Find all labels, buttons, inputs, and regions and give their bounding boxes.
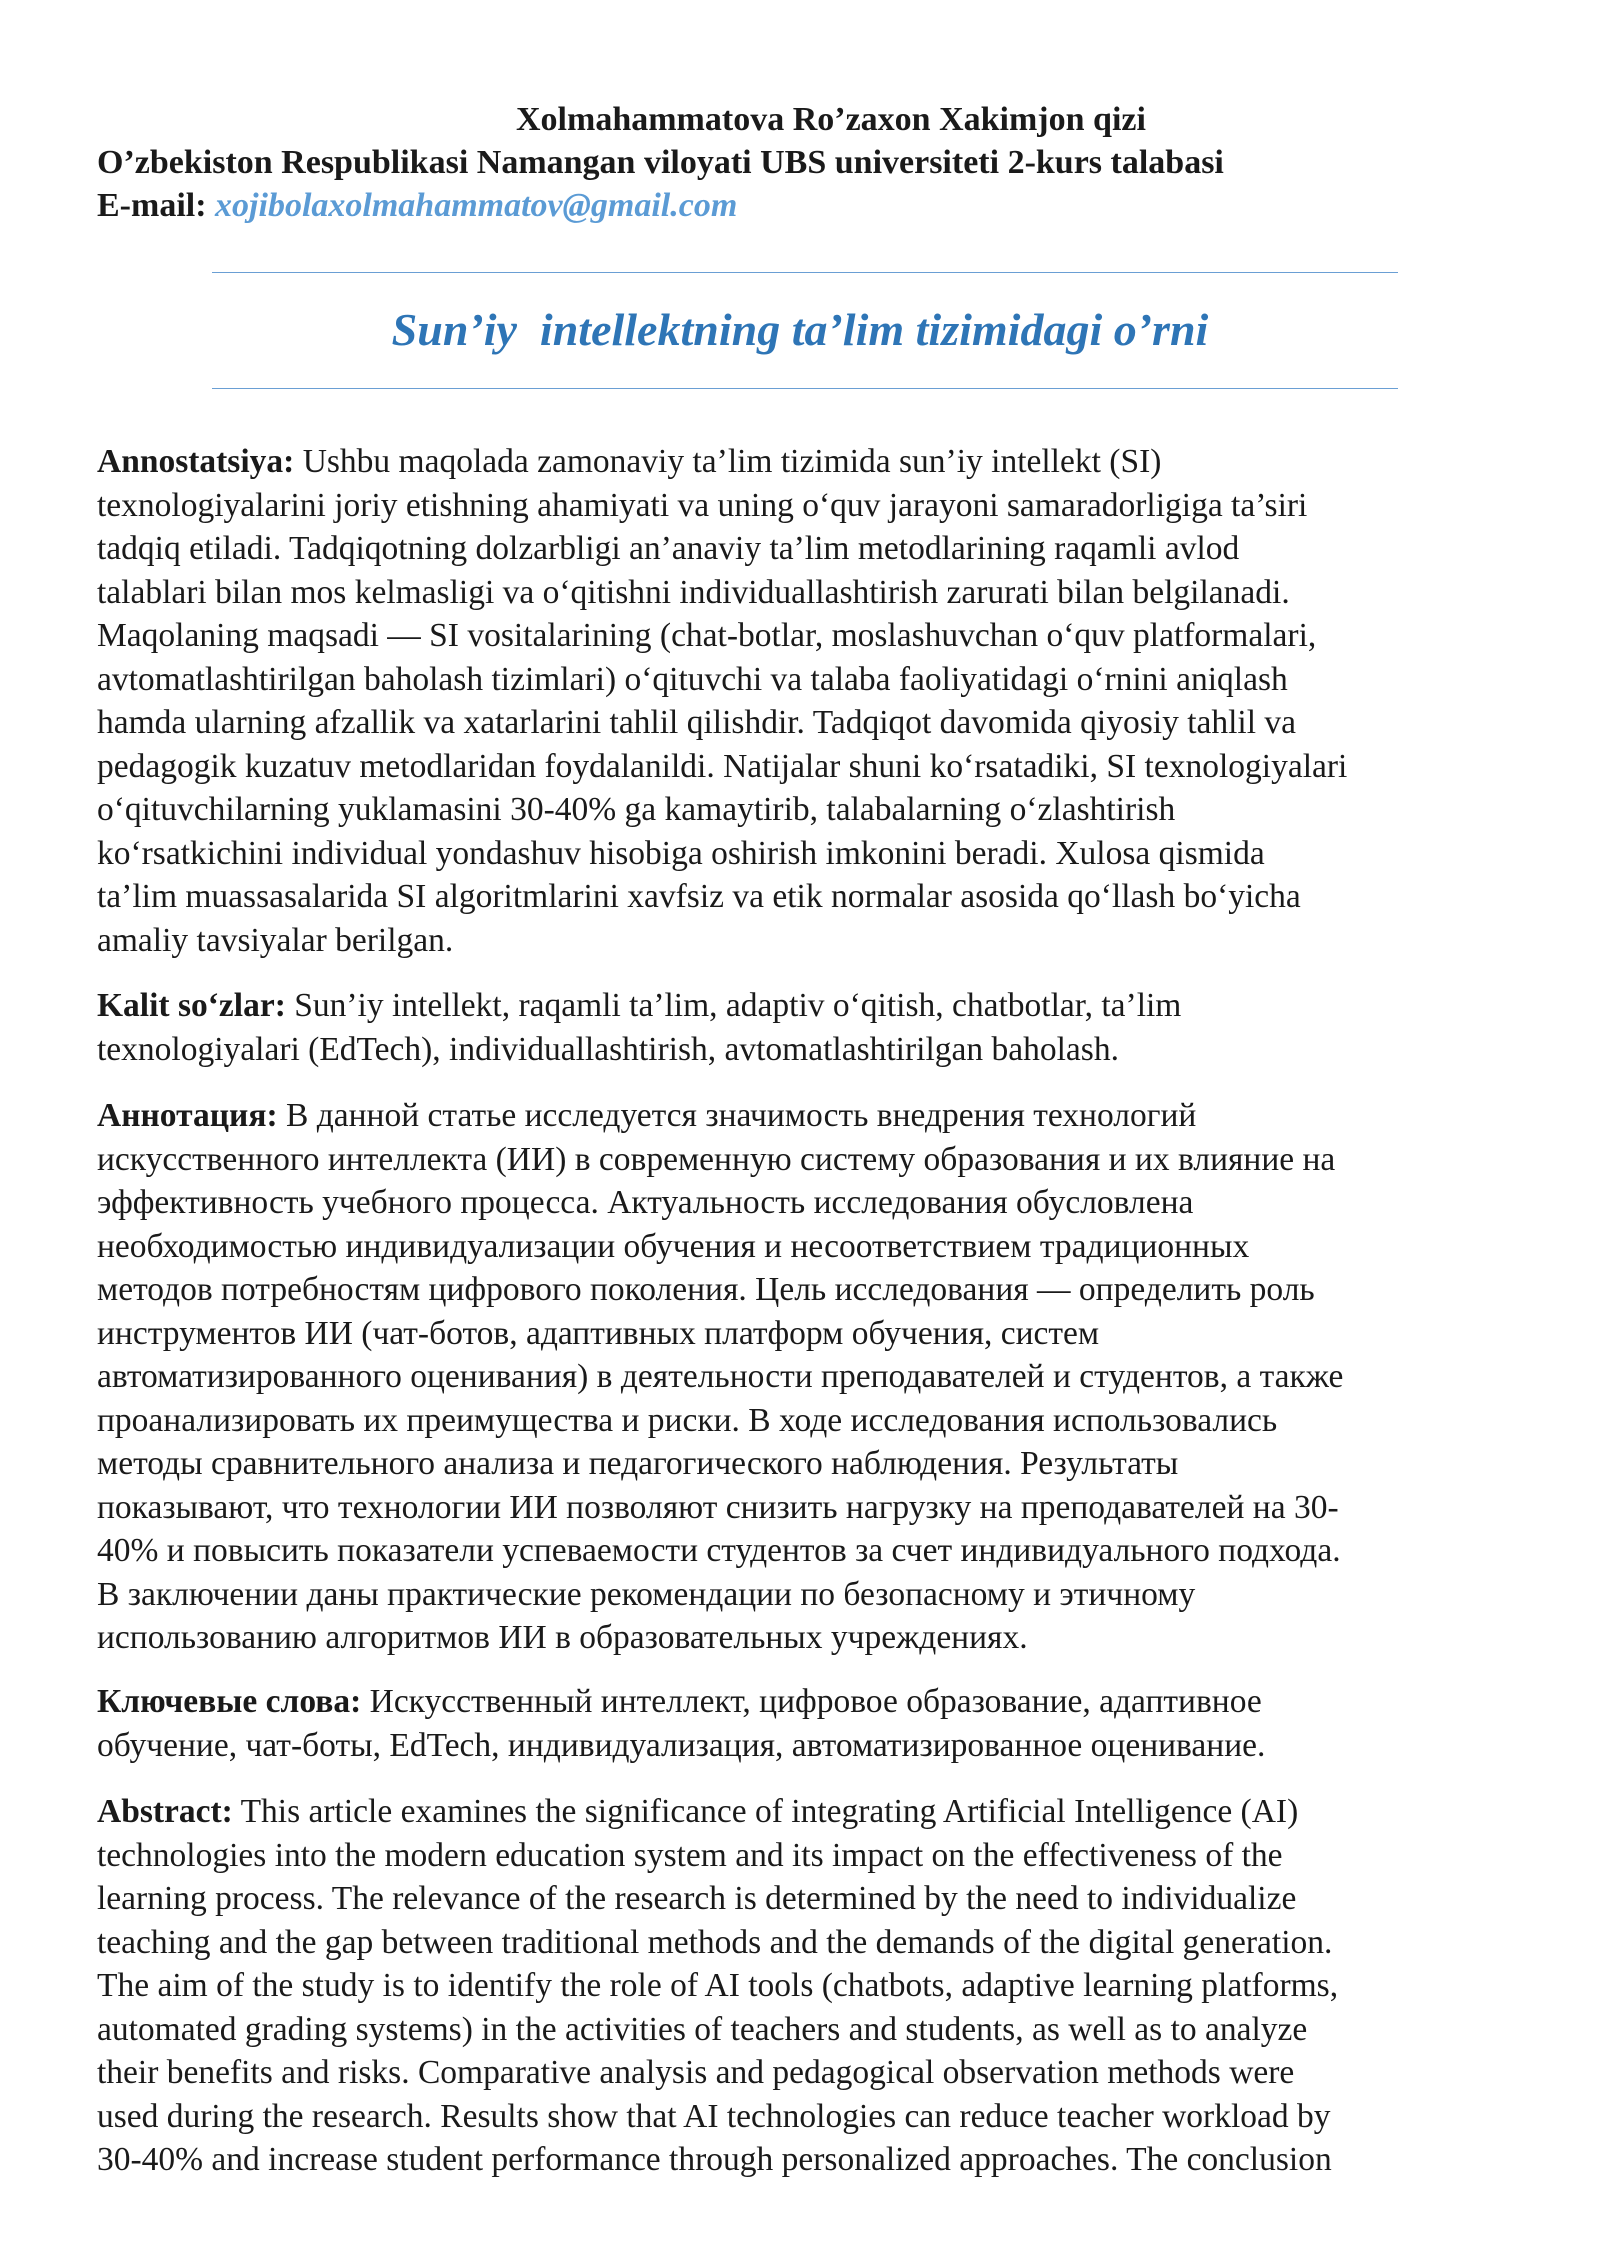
text-line (97, 832, 1517, 876)
text-line (97, 1616, 1517, 1660)
line-text: amaliy tavsiyalar berilgan. (97, 921, 454, 959)
text-line (97, 2051, 1517, 2095)
text-line (97, 1834, 1517, 1878)
text-line (97, 440, 1517, 484)
text-line (97, 1680, 1517, 1724)
line-text: talablari bilan mos kelmasligi va o‘qitishni individuallashtirish zarurati bilan belgilanadi. (97, 573, 1290, 611)
text-line (97, 1964, 1517, 2008)
line-text: показывают, что технологии ИИ позволяют снизить нагрузку на преподавателей на 30- (97, 1488, 1339, 1526)
text-line (97, 1312, 1517, 1356)
email-link[interactable]: xojibolaxolmahammatov@gmail.com (215, 187, 738, 224)
line-text: 40% и повысить показатели успеваемости студентов за счет индивидуального подхода. (97, 1532, 1341, 1569)
text-line (97, 614, 1517, 658)
line-text: эффективность учебного процесса. Актуальность исследования обусловлена (97, 1184, 1194, 1221)
line-text: This article examines the significance of integrating Artificial Intelligence (AI) (232, 1793, 1299, 1830)
email-line (97, 184, 1517, 227)
line-text: обучение, чат-боты, EdTech, индивидуализация, автоматизированное оценивание. (97, 1726, 1266, 1764)
text-line (97, 1529, 1517, 1573)
line-text: ta’lim muassasalarida SI algoritmlarini xavfsiz va etik normalar asosida qo‘llash bo‘yicha (97, 878, 1301, 915)
title-rule-bottom (212, 388, 1398, 389)
line-text: learning process. The relevance of the research is determined by the need to individualize (97, 1880, 1297, 1917)
author-block (97, 98, 1517, 227)
line-text: Искусственный интеллект, цифровое образование, адаптивное (361, 1683, 1262, 1720)
line-text: методов потребностям цифрового поколения. Цель исследования — определить роль (97, 1271, 1315, 1308)
line-text: texnologiyalari (EdTech), individuallashtirish, avtomatlashtirilgan baholash. (97, 1030, 1119, 1068)
section-label: Abstract: (97, 1793, 233, 1830)
line-text: методы сравнительного анализа и педагогического наблюдения. Результаты (97, 1445, 1179, 1482)
line-text: avtomatlashtirilgan baholash tizimlari) o‘qituvchi va talaba faoliyatidagi o‘rnini aniqlash (97, 660, 1288, 698)
text-line (97, 1724, 1517, 1768)
text-line (97, 1877, 1517, 1921)
section-label: Ключевые слова: (97, 1683, 362, 1720)
abstract-en (97, 1790, 1517, 2182)
line-text: o‘qituvchilarning yuklamasini 30-40% ga kamaytirib, talabalarning o‘zlashtirish (97, 791, 1176, 828)
line-text: tadqiq etiladi. Tadqiqotning dolzarbligi an’anaviy ta’lim metodlarining raqamli avlod (97, 530, 1240, 567)
section-label: Kalit so‘zlar: (97, 987, 286, 1024)
text-line (97, 875, 1517, 919)
line-text: technologies into the modern education system and its impact on the effectiveness of the (97, 1836, 1283, 1874)
line-text: pedagogik kuzatuv metodlaridan foydalanildi. Natijalar shuni ko‘rsatadiki, SI texnologiyalari (97, 747, 1348, 785)
text-line (97, 1225, 1517, 1269)
title-rule-top (212, 272, 1398, 273)
email-label: E-mail: (97, 187, 207, 224)
line-text: Ushbu maqolada zamonaviy ta’lim tizimida sun’iy intellekt (SI) (294, 443, 1162, 480)
text-line (97, 919, 1517, 963)
line-text: искусственного интеллекта (ИИ) в современную систему образования и их влияние на (97, 1140, 1336, 1178)
keywords-ru (97, 1680, 1517, 1767)
text-line (97, 2095, 1517, 2139)
section-label: Annostatsiya: (97, 443, 295, 480)
text-line (97, 1790, 1517, 1834)
line-text: hamda ularning afzallik va xatarlarini tahlil qilishdir. Tadqiqot davomida qiyosiy tahlil va (97, 704, 1297, 741)
line-text: ko‘rsatkichini individual yondashuv hisobiga oshirish imkonini beradi. Xulosa qismida (97, 834, 1265, 872)
line-text: В данной статье исследуется значимость внедрения технологий (277, 1097, 1197, 1134)
text-line (97, 701, 1517, 745)
line-text: teaching and the gap between traditional methods and the demands of the digital generation. (97, 1923, 1333, 1961)
annotation-ru (97, 1094, 1517, 1660)
text-line (97, 1138, 1517, 1182)
line-text: 30-40% and increase student performance through personalized approaches. The conclusion (97, 2141, 1332, 2178)
line-text: инструментов ИИ (чат-ботов, адаптивных платформ обучения, систем (97, 1314, 1100, 1352)
text-line (97, 1442, 1517, 1486)
text-line (97, 1573, 1517, 1617)
line-text: использованию алгоритмов ИИ в образовательных учреждениях. (97, 1619, 1028, 1656)
text-line (97, 1094, 1517, 1138)
author-affiliation: O’zbekiston Respublikasi Namangan viloyati UBS universiteti 2-kurs talabasi (97, 144, 1224, 181)
text-line (97, 571, 1517, 615)
text-line (97, 1028, 1517, 1072)
section-label: Аннотация: (97, 1097, 278, 1134)
text-line (97, 1268, 1517, 1312)
text-line (97, 1486, 1517, 1530)
text-line (97, 984, 1517, 1028)
line-text: The aim of the study is to identify the role of AI tools (chatbots, adaptive learning platforms, (97, 1967, 1339, 2004)
paper-title: Sun’iy intellektning ta’lim tizimidagi o’rni (391, 304, 1209, 355)
line-text: Maqolaning maqsadi — SI vositalarining (chat-botlar, moslashuvchan o‘quv platformalari, (97, 617, 1317, 654)
text-line (97, 484, 1517, 528)
text-line (97, 788, 1517, 832)
keywords-uz (97, 984, 1517, 1071)
line-text: необходимостью индивидуализации обучения и несоответствием традиционных (97, 1227, 1250, 1265)
line-text: automated grading systems) in the activities of teachers and students, as well as to analyze (97, 2010, 1308, 2048)
text-line (97, 1181, 1517, 1225)
text-line (97, 1355, 1517, 1399)
text-line (97, 2008, 1517, 2052)
line-text: used during the research. Results show that AI technologies can reduce teacher workload by (97, 2097, 1331, 2135)
line-text: В заключении даны практические рекомендации по безопасному и этичному (97, 1575, 1196, 1613)
author-name: Xolmahammatova Ro’zaxon Xakimjon qizi (516, 101, 1146, 138)
line-text: автоматизированного оценивания) в деятельности преподавателей и студентов, а также (97, 1358, 1344, 1395)
line-text: проанализировать их преимущества и риски. В ходе исследования использовались (97, 1401, 1278, 1439)
text-line (97, 1921, 1517, 1965)
text-line (97, 658, 1517, 702)
text-line (97, 745, 1517, 789)
annotation-uz (97, 440, 1517, 962)
line-text: Sun’iy intellekt, raqamli ta’lim, adaptiv o‘qitish, chatbotlar, ta’lim (285, 987, 1182, 1024)
line-text: their benefits and risks. Comparative analysis and pedagogical observation methods were (97, 2054, 1295, 2091)
text-line (97, 1399, 1517, 1443)
text-line (97, 2138, 1517, 2182)
line-text: texnologiyalarini joriy etishning ahamiyati va uning o‘quv jarayoni samaradorligiga ta’siri (97, 486, 1308, 524)
text-line (97, 527, 1517, 571)
